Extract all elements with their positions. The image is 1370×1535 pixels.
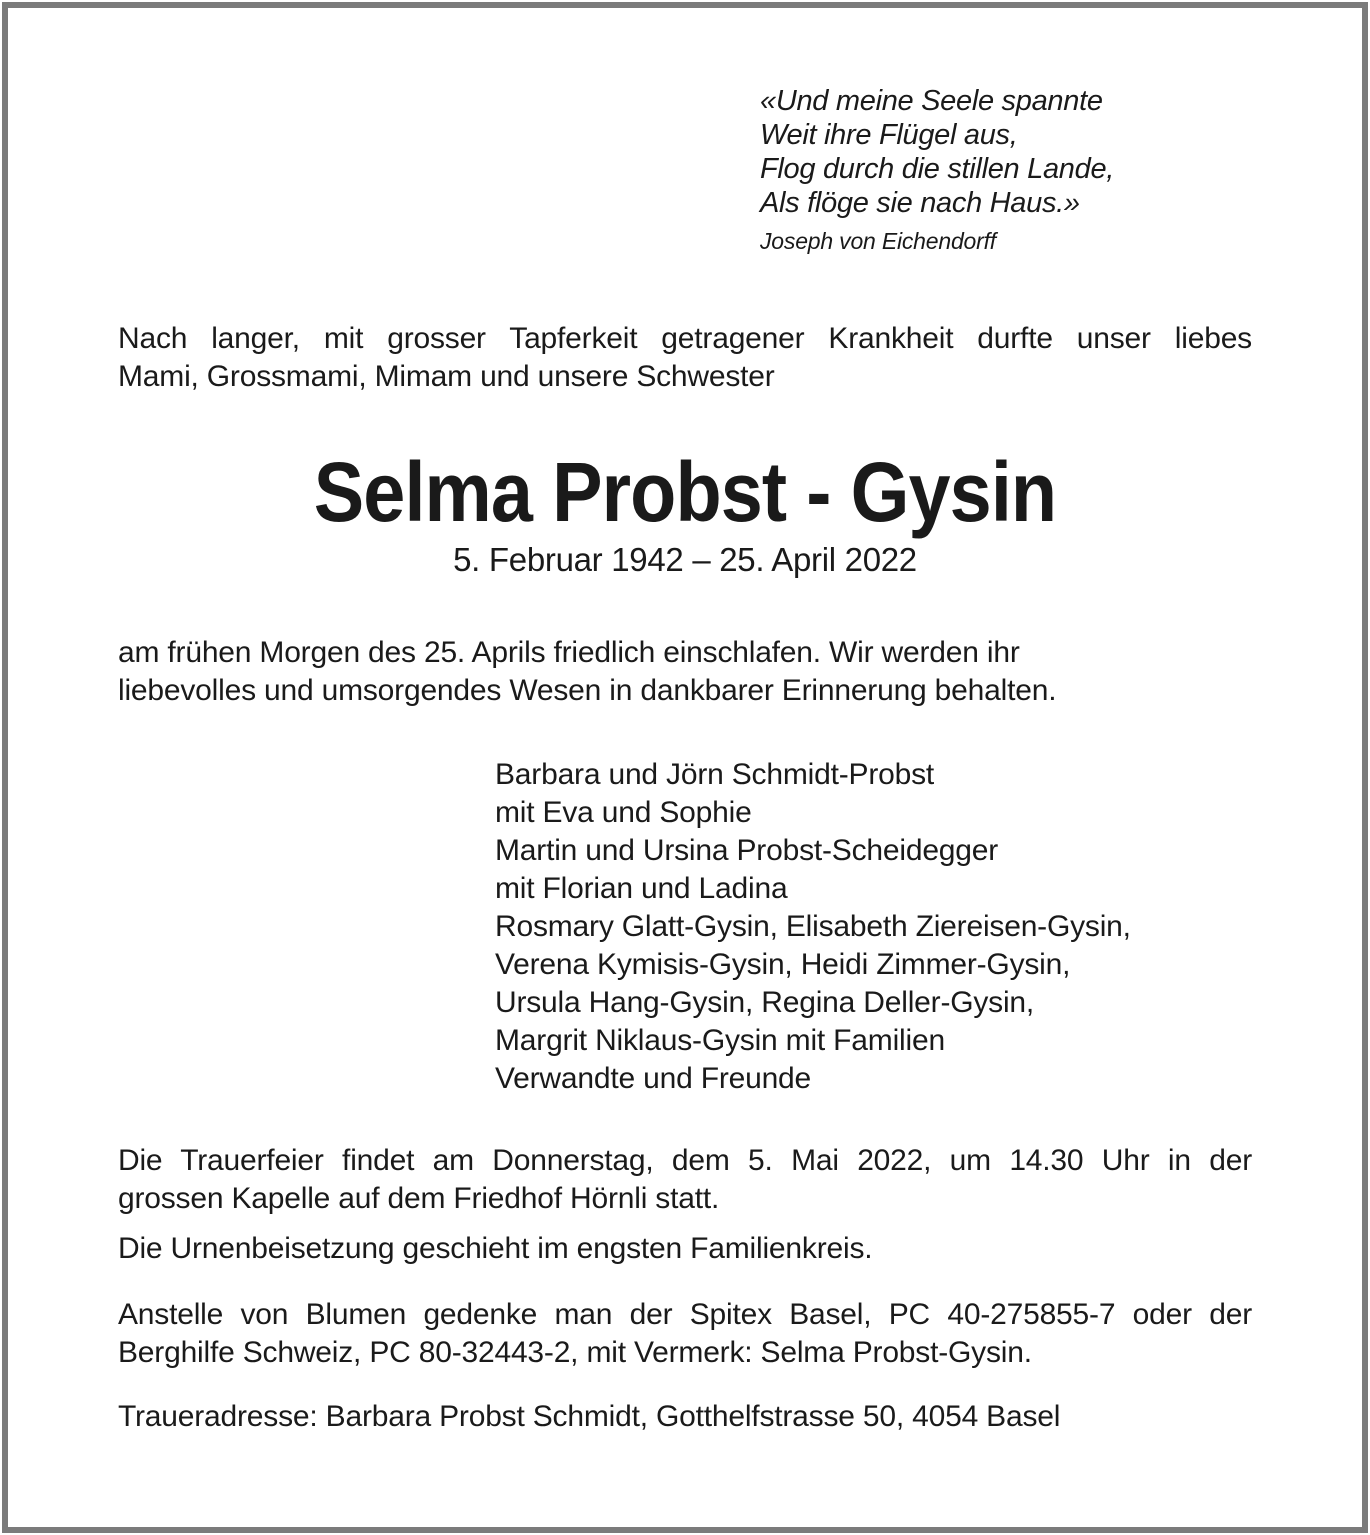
announcement-line: am frühen Morgen des 25. Aprils friedlich einschlafen. Wir werden ihr (118, 636, 1020, 669)
intro-line: Mami, Grossmami, Mimam und unsere Schwester (118, 360, 775, 393)
quote-attribution: Joseph von Eichendorff (760, 228, 996, 254)
quote-line: Als flöge sie nach Haus.» (760, 187, 1080, 219)
intro-paragraph (118, 320, 1252, 396)
intro-line: Nach langer, mit grosser Tapferkeit getragener Krankheit durfte unser liebes (118, 322, 1252, 355)
quote-line: Flog durch die stillen Lande, (760, 153, 1115, 185)
quote-line: «Und meine Seele spannte (760, 85, 1103, 117)
announcement-line: liebevolles und umsorgendes Wesen in dankbarer Erinnerung behalten. (118, 674, 1057, 707)
announcement-paragraph (118, 634, 1252, 710)
service-line: Die Trauerfeier findet am Donnerstag, dem 5. Mai 2022, um 14.30 Uhr in der (118, 1144, 1252, 1177)
mourner-line: mit Florian und Ladina (495, 872, 788, 905)
service-paragraph (118, 1142, 1252, 1218)
mourner-line: mit Eva und Sophie (495, 796, 752, 829)
burial-note: Die Urnenbeisetzung geschieht im engsten Familienkreis. (118, 1232, 873, 1265)
deceased-name: Selma Probst - Gysin (313, 445, 1057, 539)
mourner-line: Margrit Niklaus-Gysin mit Familien (495, 1024, 945, 1057)
mourner-line: Verwandte und Freunde (495, 1062, 812, 1095)
service-line: grossen Kapelle auf dem Friedhof Hörnli statt. (118, 1182, 720, 1215)
notice-content (8, 84, 1362, 1436)
notice-frame (2, 2, 1368, 1533)
donation-line: Anstelle von Blumen gedenke man der Spitex Basel, PC 40-275855-7 oder der (118, 1298, 1252, 1331)
mourners-list (495, 756, 1252, 1098)
quote-line: Weit ihre Flügel aus, (760, 119, 1018, 151)
mourner-line: Martin und Ursina Probst-Scheidegger (495, 834, 999, 867)
mourner-line: Barbara und Jörn Schmidt-Probst (495, 758, 935, 791)
mourner-line: Ursula Hang-Gysin, Regina Deller-Gysin, (495, 986, 1035, 1019)
donation-paragraph (118, 1296, 1252, 1372)
mourner-line: Verena Kymisis-Gysin, Heidi Zimmer-Gysin, (495, 948, 1071, 981)
mourning-address: Traueradresse: Barbara Probst Schmidt, Gotthelfstrasse 50, 4054 Basel (118, 1400, 1061, 1433)
life-dates: 5. Februar 1942 – 25. April 2022 (453, 541, 917, 578)
donation-line: Berghilfe Schweiz, PC 80-32443-2, mit Vermerk: Selma Probst-Gysin. (118, 1336, 1032, 1369)
memorial-quote (760, 84, 1252, 220)
mourner-line: Rosmary Glatt-Gysin, Elisabeth Ziereisen-Gysin, (495, 910, 1131, 943)
